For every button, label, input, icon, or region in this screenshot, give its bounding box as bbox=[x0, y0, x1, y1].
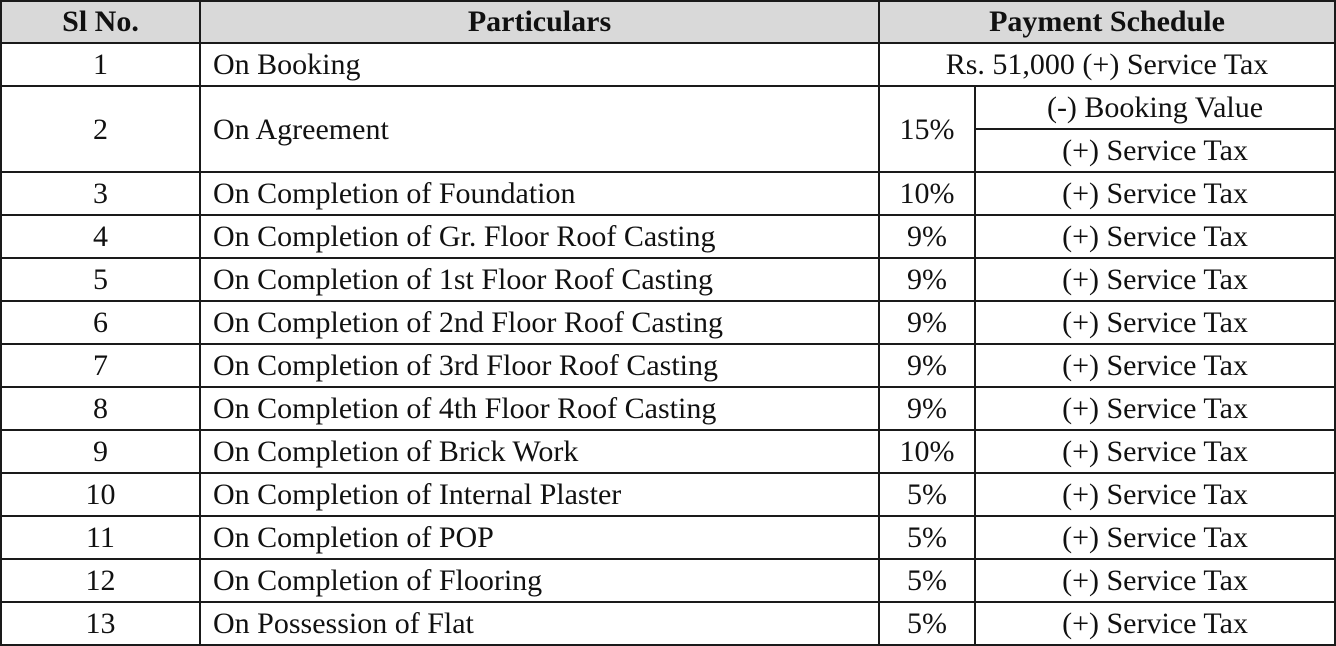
header-row bbox=[1, 1, 1335, 43]
row-sl-no: 10 bbox=[1, 473, 200, 516]
row-percent: 10% bbox=[879, 430, 975, 473]
table-row bbox=[1, 86, 1335, 129]
row-particular: On Completion of 1st Floor Roof Casting bbox=[200, 258, 879, 301]
table-row bbox=[1, 43, 1335, 86]
row-particular: On Agreement bbox=[200, 86, 879, 172]
table-row bbox=[1, 430, 1335, 473]
row-sl-no: 9 bbox=[1, 430, 200, 473]
row-sl-no: 6 bbox=[1, 301, 200, 344]
row-percent: 5% bbox=[879, 602, 975, 645]
table-row bbox=[1, 215, 1335, 258]
row-particular: On Completion of Brick Work bbox=[200, 430, 879, 473]
row-particular: On Completion of Internal Plaster bbox=[200, 473, 879, 516]
table-row bbox=[1, 301, 1335, 344]
row-percent: 9% bbox=[879, 215, 975, 258]
table-row bbox=[1, 516, 1335, 559]
row-service-tax: (+) Service Tax bbox=[975, 430, 1335, 473]
row-sl-no: 8 bbox=[1, 387, 200, 430]
row-service-tax: (+) Service Tax bbox=[975, 602, 1335, 645]
row-sl-no: 4 bbox=[1, 215, 200, 258]
row-service-tax: (+) Service Tax bbox=[975, 172, 1335, 215]
row-particular: On Booking bbox=[200, 43, 879, 86]
row-sl-no: 2 bbox=[1, 86, 200, 172]
row-service-tax: (+) Service Tax bbox=[975, 258, 1335, 301]
row-particular: On Completion of 2nd Floor Roof Casting bbox=[200, 301, 879, 344]
row-particular: On Completion of 3rd Floor Roof Casting bbox=[200, 344, 879, 387]
row-particular: On Completion of POP bbox=[200, 516, 879, 559]
table-row bbox=[1, 559, 1335, 602]
row-sl-no: 11 bbox=[1, 516, 200, 559]
row-percent: 5% bbox=[879, 473, 975, 516]
row-service-tax: (+) Service Tax bbox=[975, 559, 1335, 602]
row-service-tax: (+) Service Tax bbox=[975, 344, 1335, 387]
row-particular: On Completion of Gr. Floor Roof Casting bbox=[200, 215, 879, 258]
row-service-tax: (+) Service Tax bbox=[975, 516, 1335, 559]
row-service-tax: (+) Service Tax bbox=[975, 387, 1335, 430]
row-service-tax: (+) Service Tax bbox=[975, 129, 1335, 172]
table-row bbox=[1, 172, 1335, 215]
row-particular: On Possession of Flat bbox=[200, 602, 879, 645]
row-sl-no: 13 bbox=[1, 602, 200, 645]
header-sl-no: Sl No. bbox=[1, 1, 200, 43]
table-row bbox=[1, 602, 1335, 645]
table-row bbox=[1, 344, 1335, 387]
row-service-tax: (+) Service Tax bbox=[975, 215, 1335, 258]
header-payment-schedule: Payment Schedule bbox=[879, 1, 1335, 43]
table-row bbox=[1, 258, 1335, 301]
row-sl-no: 7 bbox=[1, 344, 200, 387]
table-row bbox=[1, 387, 1335, 430]
row-percent: 9% bbox=[879, 301, 975, 344]
row-sl-no: 5 bbox=[1, 258, 200, 301]
row-payment: Rs. 51,000 (+) Service Tax bbox=[879, 43, 1335, 86]
row-service-tax: (+) Service Tax bbox=[975, 473, 1335, 516]
row-particular: On Completion of Flooring bbox=[200, 559, 879, 602]
row-sl-no: 12 bbox=[1, 559, 200, 602]
table-row bbox=[1, 473, 1335, 516]
row-percent: 5% bbox=[879, 559, 975, 602]
row-percent: 15% bbox=[879, 86, 975, 172]
row-percent: 10% bbox=[879, 172, 975, 215]
row-percent: 9% bbox=[879, 258, 975, 301]
row-percent: 9% bbox=[879, 387, 975, 430]
row-booking-value: (-) Booking Value bbox=[975, 86, 1335, 129]
row-percent: 5% bbox=[879, 516, 975, 559]
row-sl-no: 1 bbox=[1, 43, 200, 86]
row-particular: On Completion of 4th Floor Roof Casting bbox=[200, 387, 879, 430]
row-percent: 9% bbox=[879, 344, 975, 387]
row-particular: On Completion of Foundation bbox=[200, 172, 879, 215]
row-sl-no: 3 bbox=[1, 172, 200, 215]
header-particulars: Particulars bbox=[200, 1, 879, 43]
row-service-tax: (+) Service Tax bbox=[975, 301, 1335, 344]
